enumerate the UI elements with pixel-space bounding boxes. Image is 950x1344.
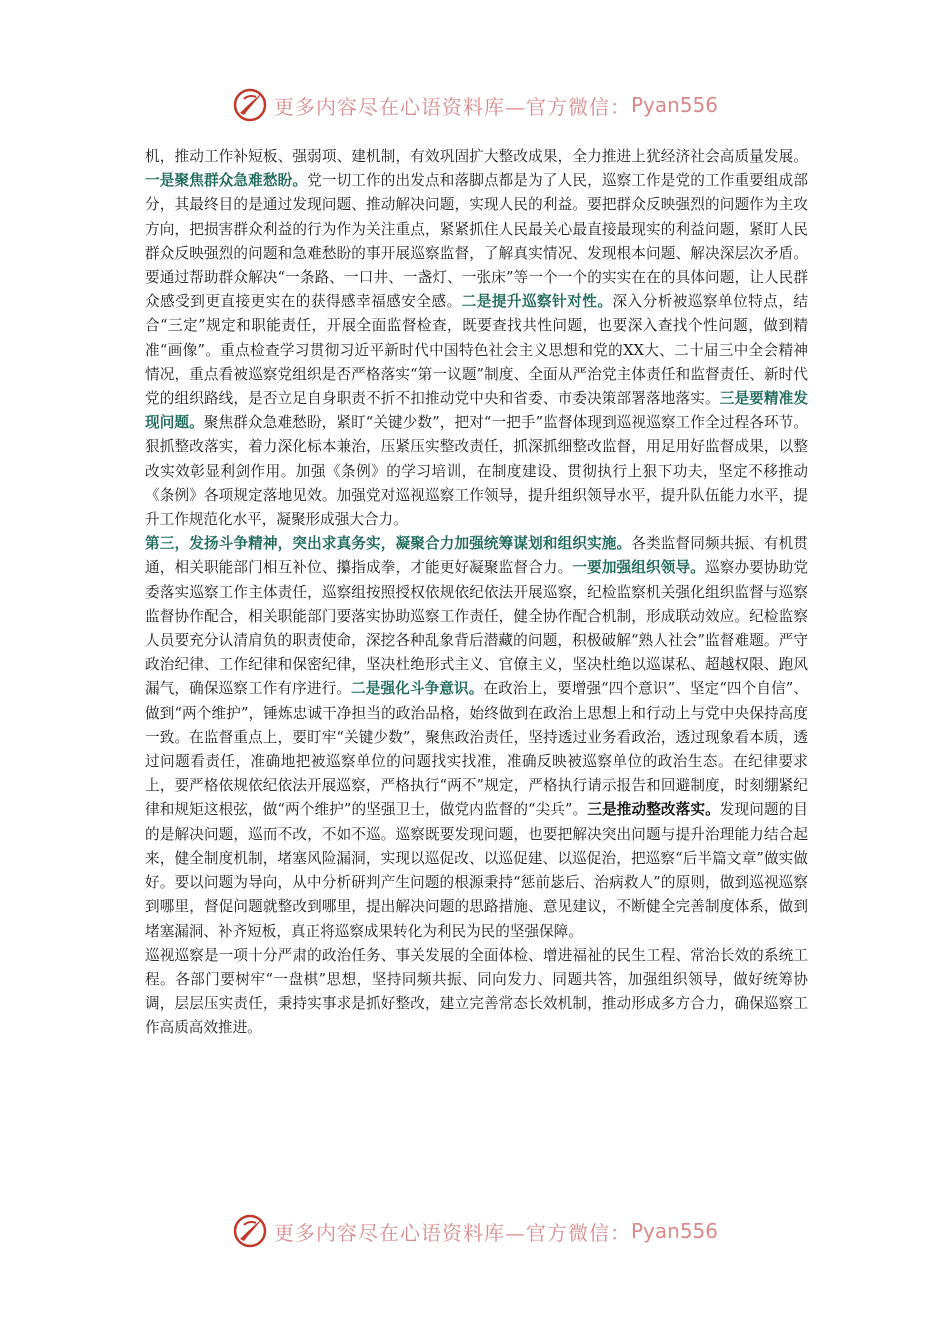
p2-lead-heading: 第三，发扬斗争精神，突出求真务实，凝聚合力加强统筹谋划和组织实施。 — [145, 535, 632, 553]
paragraph-2 — [145, 532, 808, 943]
p2-heading-1: 一要加强组织领导。 — [572, 559, 705, 577]
footer-banner — [0, 1211, 950, 1251]
flame-pen-logo-icon — [232, 1213, 268, 1249]
flame-pen-logo-icon — [232, 87, 268, 123]
p1-text-4: 聚焦群众急难愁盼，紧盯“关键少数”，把对“一把手”监督体现到巡视巡察工作全过程各环节。狠抓整改落实，着力深化标本兼治，压紧压实整改责任，抓深抓细整改监督，用足用好监督成果，以整改实效彰显利剑作用。加强《条例》的学习培训，在制度建设、贯彻执行上狠下功夫，坚定不移推动《条例》各项规定落地见效。加强党对巡视巡察工作领导，提升组织领导水平，提升队伍能力水平，提升工作规范化水平，凝聚形成强大合力。 — [145, 414, 808, 529]
footer-text: 更多内容尽在心语资料库—官方微信： — [273, 1220, 631, 1245]
header-wechat-id: Pyan556 — [630, 93, 718, 117]
footer-wechat-id: Pyan556 — [630, 1219, 718, 1243]
p2-text-2: 巡察办要协助党委落实巡察工作主体责任，巡察组按照授权依规依纪依法开展巡察，纪检监察机关强化组织监督与巡察监督协作配合，相关职能部门要落实协助巡察工作责任，健全协作配合机制，形成联动效应。纪检监察人员要充分认清肩负的职责使命，深挖各种乱象背后潜藏的问题，积极破解“熟人社会”监督难题。严守政治纪律、工作纪律和保密纪律，坚决杜绝形式主义、官僚主义，坚决杜绝以巡谋私、超越权限、跑风漏气，确保巡察工作有序进行。 — [145, 559, 808, 698]
header-text: 更多内容尽在心语资料库—官方微信： — [273, 94, 631, 119]
p1-heading-1: 一是聚焦群众急难愁盼。 — [145, 172, 308, 190]
p2-text-3: 在政治上，要增强“四个意识”、坚定“四个自信”、做到“两个维护”，锤炼忠诚干净担当的政治品格，始终做到在政治上思想上和行动上与党中央保持高度一致。在监督重点上，要盯牢“关键少数”，聚焦政治责任，坚持透过业务看政治，透过现象看本质，透过问题看责任，准确地把被巡察单位的问题找实找准，准确反映被巡察单位的政治生态。在纪律要求上，要严格依规依纪依法开展巡察，严格执行“两不”规定，严格执行请示报告和回避制度，时刻绷紧纪律和规矩这根弦，做“两个维护”的坚强卫士，做党内监督的“尖兵”。 — [145, 680, 808, 819]
p2-heading-3: 三是推动整改落实。 — [587, 801, 720, 819]
p3-text-1: 巡视巡察是一项十分严肃的政治任务、事关发展的全面体检、增进福祉的民生工程、常治长效的系统工程。各部门要树牢“一盘棋”思想，坚持同频共振、同向发力、同题共答，加强组织领导，做好统筹协调，层层压实责任，秉持实事求是抓好整改，建立完善常态长效机制，推动形成多方合力，确保巡察工作高质高效推进。 — [145, 946, 808, 1037]
paragraph-3 — [145, 944, 808, 1041]
paragraph-1 — [145, 145, 808, 532]
p1-heading-3: 三是要精准发现问题。 — [145, 390, 808, 432]
p2-heading-2: 二是强化斗争意识。 — [351, 680, 484, 698]
document-body — [145, 145, 808, 1041]
p2-text-1: 各类监督同频共振、有机贯通，相关职能部门相互补位、攥指成拳，才能更好凝聚监督合力。 — [145, 535, 808, 577]
p1-heading-2: 二是提升巡察针对性。 — [461, 293, 613, 311]
header-banner — [0, 85, 950, 125]
p1-text-3: 深入分析被巡察单位特点，结合“三定”规定和职能责任，开展全面监督检查，既要查找共性问题，也要深入查找个性问题，做到精准“画像”。重点检查学习贯彻习近平新时代中国特色社会主义思想和党的XX大、二十届三中全会精神情况，重点看被巡察党组织是否严格落实“第一议题”制度、全面从严治党主体责任和监督责任、新时代党的组织路线，是否立足自身职责不折不扣推动党中央和省委、市委决策部署落地落实。 — [145, 293, 808, 408]
p1-text-2: 党一切工作的出发点和落脚点都是为了人民，巡察工作是党的工作重要组成部分，其最终目的是通过发现问题、推动解决问题，实现人民的利益。要把群众反映强烈的问题作为主攻方向，把损害群众利益的行为作为关注重点，紧紧抓住人民最关心最直接最现实的利益问题，紧盯人民群众反映强烈的问题和急难愁盼的事开展巡察监督，了解真实情况、发现根本问题、解决深层次矛盾。要通过帮助群众解决“一条路、一口井、一盏灯、一张床”等一个一个的实实在在的具体问题，让人民群众感受到更直接更实在的获得感幸福感安全感。 — [145, 172, 808, 311]
p1-text-1: 机，推动工作补短板、强弱项、建机制，有效巩固扩大整改成果，全力推进上犹经济社会高质量发展。 — [145, 148, 808, 165]
p2-text-4: 发现问题的目的是解决问题，巡而不改，不如不巡。巡察既要发现问题，也要把解决突出问题与提升治理能力结合起来，健全制度机制，堵塞风险漏洞，实现以巡促改、以巡促建、以巡促治，把巡察“后半篇文章”做实做好。要以问题为导向，从中分析研判产生问题的根源秉持“惩前毖后、治病救人”的原则，做到巡视巡察到哪里，督促问题就整改到哪里，提出解决问题的思路措施、意见建议，不断健全完善制度体系，做到堵塞漏洞、补齐短板，真正将巡察成果转化为利民为民的坚强保障。 — [145, 801, 808, 940]
